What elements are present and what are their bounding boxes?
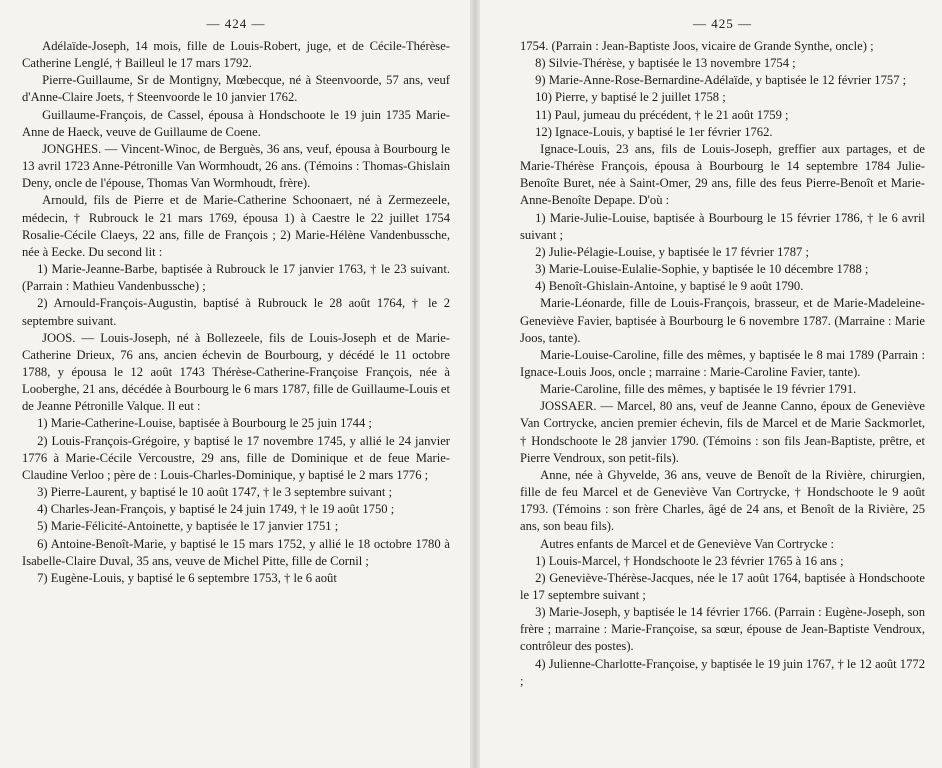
right-page: [520, 0, 925, 768]
list-item: 3) Marie-Joseph, y baptisée le 14 février 1766. (Parrain : Eugène-Joseph, son frère ; marraine : Marie-Françoise, sa sœur, épouse de Jean-Baptiste Vendroux, contrôleur des postes).: [520, 605, 925, 654]
left-page: [22, 0, 450, 768]
list-item: 1) Marie-Catherine-Louise, baptisée à Bourbourg le 25 juin 1744 ;: [37, 416, 372, 431]
list-item: 4) Julienne-Charlotte-Françoise, y baptisée le 19 juin 1767, † le 12 août 1772 ;: [520, 656, 925, 688]
paragraph: JOSSAER. — Marcel, 80 ans, veuf de Jeanne Canno, époux de Geneviève Van Cortrycke, ancien premier échevin, fils de Marcel et de Marie Sackmorlet, † Hondschoote le 28 janvier 1790. (Témoins : son fils Jean-Baptiste, prêtre, et Pierre Vendroux, son petit-fils).: [520, 399, 925, 465]
list-item: 2) Louis-François-Grégoire, y baptisé le 17 novembre 1745, y allié le 24 janvier 1776 à Marie-Cécile Vercoustre, 29 ans, fille de Dominique et de feue Marie-Claudine Verloo ; père de : Louis-Charles-Dominique, y baptisé le 2 mars 1776 ;: [22, 433, 450, 482]
list-item: 11) Paul, jumeau du précédent, † le 21 août 1759 ;: [535, 107, 789, 122]
paragraph: Guillaume-François, de Cassel, épousa à Hondschoote le 19 juin 1735 Marie-Anne de Haeck, veuve de Guillaume de Coene.: [22, 107, 450, 139]
paragraph: Ignace-Louis, 23 ans, fils de Louis-Joseph, greffier aux partages, et de Marie-Thérèse François, épousa à Bourbourg le 14 septembre 1784 Julie-Benoîte Buret, née à Saint-Omer, 29 ans, fille des feus Pierre-Benoît et Marie-Anne-Benoîte Depape. D'où :: [520, 141, 925, 208]
list-item: 3) Pierre-Laurent, y baptisé le 10 août 1747, † le 3 septembre suivant ;: [37, 485, 393, 500]
list-item: 5) Marie-Félicité-Antoinette, y baptisée le 17 janvier 1751 ;: [37, 519, 339, 534]
paragraph: Autres enfants de Marcel et de Geneviève Van Cortrycke :: [540, 536, 835, 551]
list-item: 8) Silvie-Thérèse, y baptisée le 13 novembre 1754 ;: [535, 56, 796, 71]
list-item: 2) Julie-Pélagie-Louise, y baptisée le 17 février 1787 ;: [535, 244, 809, 259]
list-item: 7) Eugène-Louis, y baptisé le 6 septembre 1753, † le 6 août: [37, 570, 337, 585]
list-item: 1) Marie-Julie-Louise, baptisée à Bourbourg le 15 février 1786, † le 6 avril suivant ;: [520, 210, 925, 242]
list-item: 10) Pierre, y baptisé le 2 juillet 1758 ;: [535, 90, 726, 105]
paragraph: Pierre-Guillaume, Sr de Montigny, Mœbecque, né à Steenvoorde, 57 ans, veuf d'Anne-Claire Joets, † Steenvoorde le 10 janvier 1762.: [22, 73, 450, 105]
paragraph: JONGHES. — Vincent-Winoc, de Berguès, 36 ans, veuf, épousa à Bourbourg le 13 avril 1723 Anne-Pétronille Van Wormhoudt, 26 ans. (Témoins : Thomas-Ghislain Deny, oncle de l'épouse, Thomas Van Wormhoudt, frère).: [22, 141, 450, 191]
page-number: — 424 —: [206, 16, 266, 31]
list-item: 3) Marie-Louise-Eulalie-Sophie, y baptisée le 10 décembre 1788 ;: [535, 262, 869, 277]
list-item: 2) Geneviève-Thérèse-Jacques, née le 17 août 1764, baptisée à Hondschoote le 17 septembre suivant ;: [520, 570, 925, 602]
paragraph: Marie-Léonarde, fille de Louis-François, brasseur, et de Marie-Madeleine-Geneviève Favier, baptisée à Bourbourg le 6 novembre 1787. (Marraine : Marie Joos, tante).: [520, 296, 925, 345]
list-item: 4) Charles-Jean-François, y baptisé le 24 juin 1749, † le 19 août 1750 ;: [37, 502, 395, 517]
list-item: 1) Louis-Marcel, † Hondschoote le 23 février 1765 à 16 ans ;: [535, 553, 844, 568]
list-item: 9) Marie-Anne-Rose-Bernardine-Adélaïde, y baptisée le 12 février 1757 ;: [535, 73, 907, 88]
list-item: 4) Benoît-Ghislain-Antoine, y baptisé le 9 août 1790.: [535, 279, 804, 294]
paragraph: Marie-Caroline, fille des mêmes, y baptisée le 19 février 1791.: [540, 382, 857, 397]
list-item: 6) Antoine-Benoît-Marie, y baptisé le 15 mars 1752, y allié le 18 octobre 1780 à Isabelle-Claire Duval, 35 ans, veuve de Michel Pitte, fille de Cornil ;: [22, 536, 450, 568]
list-item: 1) Marie-Jeanne-Barbe, baptisée à Rubrouck le 17 janvier 1763, † le 23 suivant. (Parrain : Mathieu Vandenbussche) ;: [22, 262, 450, 294]
paragraph: JOOS. — Louis-Joseph, né à Bollezeele, fils de Louis-Joseph et de Marie-Catherine Drieux, 76 ans, ancien échevin de Bourbourg, y décédé le 11 octobre 1788, y épousa le 12 août 1743 Thérèse-Catherine-Françoise François, née à Looberghe, 21 ans, décédée à Bourbourg le 6 mars 1787, fille de Guillaume-Louis et de Jeanne Pétronille Valque. Il eut :: [22, 330, 450, 414]
paragraph: Arnould, fils de Pierre et de Marie-Catherine Schoonaert, né à Zermezeele, médecin, † Rubrouck le 21 mars 1769, épousa 1) à Caestre le 22 juillet 1754 Rosalie-Cécile Claeys, 22 ans, fille de François ; 2) Marie-Hélène Vandenbussche, née à Eecke. Du second lit :: [22, 193, 450, 259]
page-text: [520, 38, 925, 690]
page-text: [22, 38, 450, 587]
page-number: — 425 —: [693, 16, 752, 31]
paragraph: 1754. (Parrain : Jean-Baptiste Joos, vicaire de Grande Synthe, oncle) ;: [520, 39, 874, 53]
list-item: 12) Ignace-Louis, y baptisé le 1er février 1762.: [535, 124, 773, 139]
paragraph: Anne, née à Ghyvelde, 36 ans, veuve de Benoît de la Rivière, chirurgien, fille de feu Marcel et de Geneviève Van Cortrycke, † Hondschoote le 9 août 1793. (Témoins : son frère Charles, âgé de 24 ans, et Benoît de la Rivière, 25 ans, son beau fils).: [520, 467, 925, 534]
book-gutter: [470, 0, 480, 768]
paragraph: Marie-Louise-Caroline, fille des mêmes, y baptisée le 8 mai 1789 (Parrain : Ignace-Louis Joos, oncle ; marraine : Marie-Caroline Favier, tante).: [520, 347, 925, 379]
paragraph: Adélaïde-Joseph, 14 mois, fille de Louis-Robert, juge, et de Cécile-Thérèse-Catherine Lenglé, † Bailleul le 17 mars 1792.: [22, 39, 450, 71]
list-item: 2) Arnould-François-Augustin, baptisé à Rubrouck le 28 août 1764, † le 2 septembre suivant.: [22, 296, 450, 328]
